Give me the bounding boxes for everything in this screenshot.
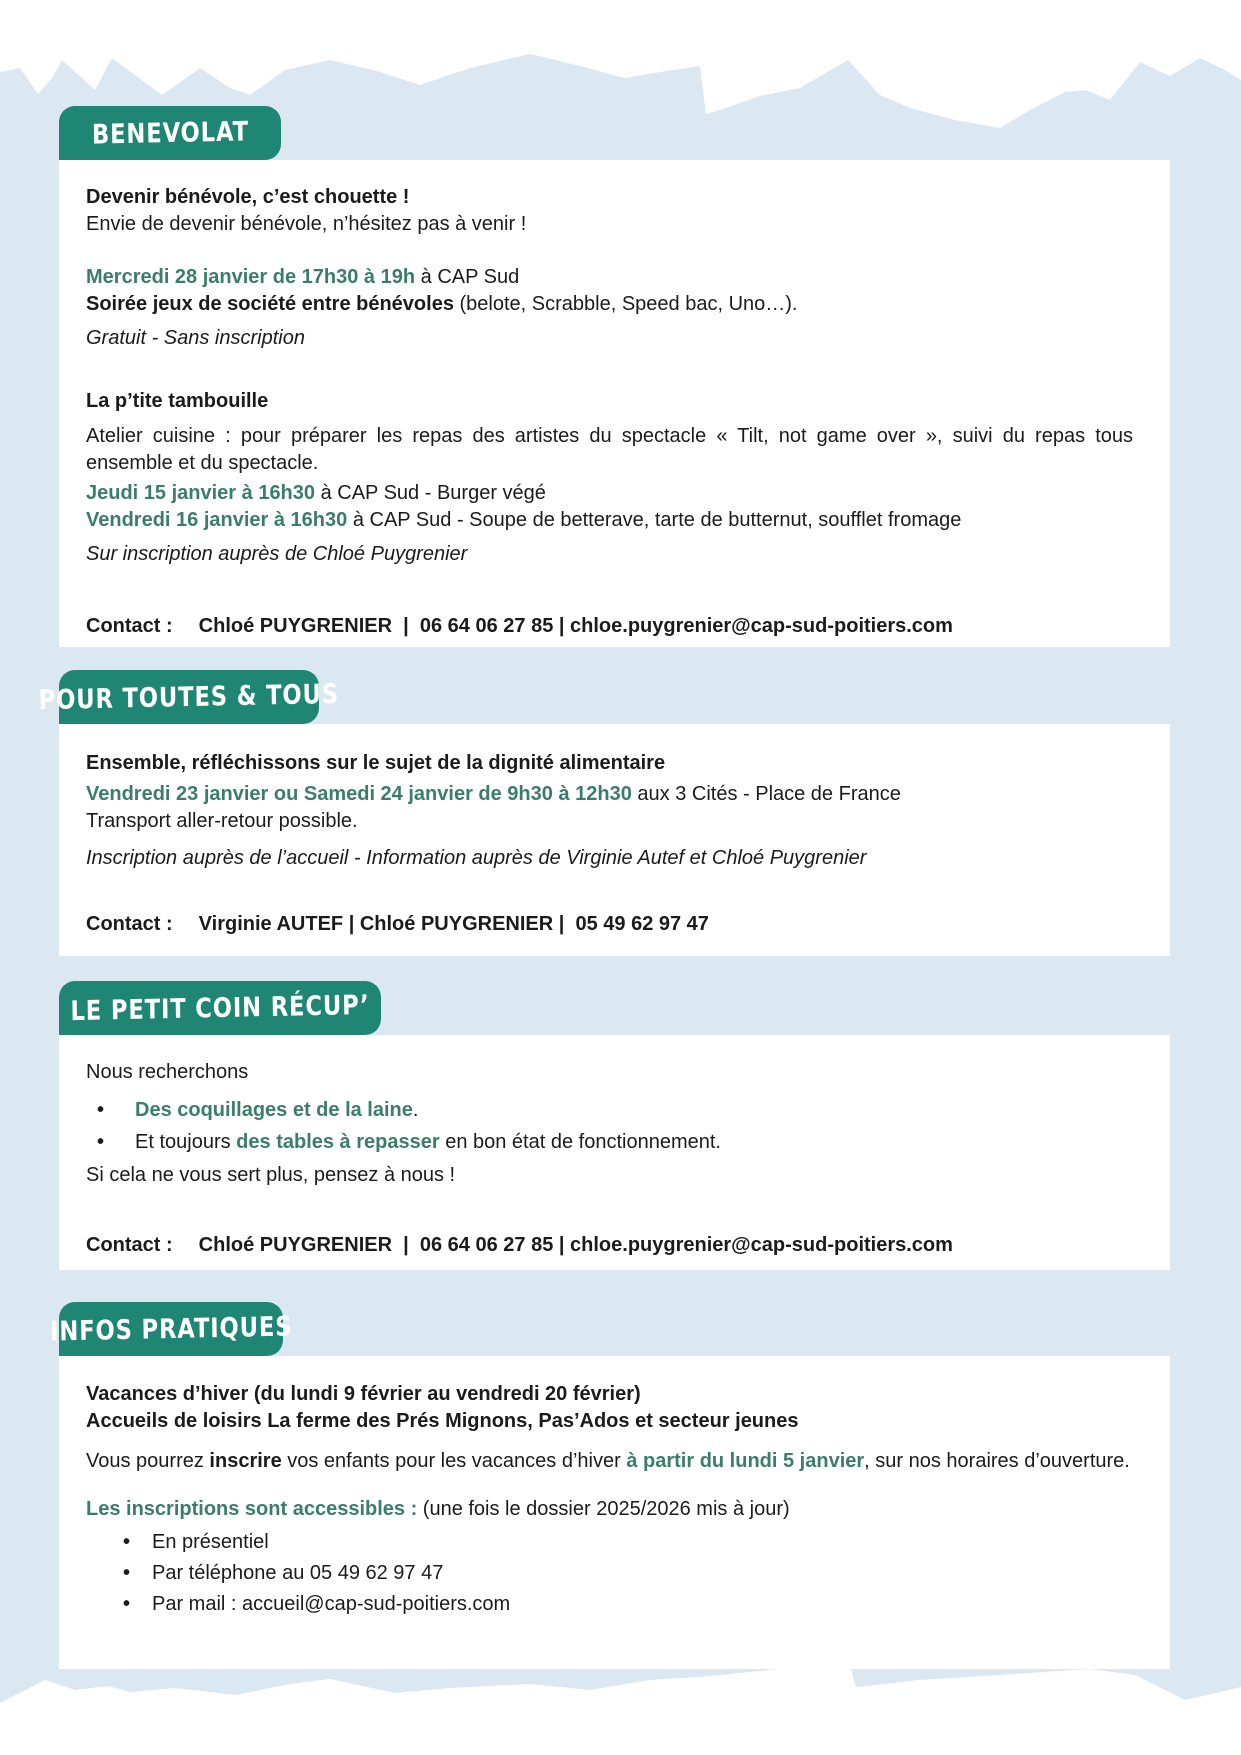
section-card-petit-coin-recup xyxy=(59,1035,1170,1270)
contact-label: Contact : xyxy=(86,1234,173,1256)
section-tab-label: INFOS PRATIQUES xyxy=(49,1310,293,1348)
event-title: Soirée jeux de société entre bénévoles xyxy=(86,293,454,315)
intro-line: Nous recherchons xyxy=(86,1061,249,1083)
section-card-infos-pratiques xyxy=(59,1356,1170,1669)
event-line xyxy=(86,264,1133,291)
section-tab-infos-pratiques xyxy=(49,1302,293,1356)
intro-line: Envie de devenir bénévole, n’hésitez pas à venir ! xyxy=(86,213,527,235)
contact-value: Chloé PUYGRENIER | 06 64 06 27 85 | chloe.puygrenier@cap-sud-poitiers.com xyxy=(198,1234,953,1256)
sub-heading: La p’tite tambouille xyxy=(86,390,269,412)
event-place: à CAP Sud xyxy=(415,266,520,288)
section-tab-benevolat xyxy=(59,106,281,160)
event-detail: à CAP Sud - Burger végé xyxy=(315,482,546,504)
section-tab-label: POUR TOUTES & TOUS xyxy=(38,678,340,716)
registration-note: Sur inscription auprès de Chloé Puygrenier xyxy=(86,543,468,565)
page-content xyxy=(38,106,1170,1669)
wanted-item: Des coquillages et de la laine xyxy=(135,1099,413,1121)
event-detail: (belote, Scrabble, Speed bac, Uno…). xyxy=(453,293,798,315)
event-line xyxy=(86,291,1133,318)
registration-note: Inscription auprès de l’accueil - Information auprès de Virginie Autef et Chloé Puygrenier xyxy=(86,847,867,869)
para-start: Vous pourrez xyxy=(86,1450,210,1472)
outro-line: Si cela ne vous sert plus, pensez à nous ! xyxy=(86,1164,456,1186)
event-date: Jeudi 15 janvier à 16h30 xyxy=(86,482,316,504)
section-petit-coin-recup xyxy=(59,981,1170,1270)
event-date: Mercredi 28 janvier de 17h30 à 19h xyxy=(86,266,416,288)
para-end: , sur nos horaires d’ouverture. xyxy=(864,1450,1130,1472)
heading: Accueils de loisirs La ferme des Prés Mignons, Pas’Ados et secteur jeunes xyxy=(86,1410,799,1432)
item-end: en bon état de fonctionnement. xyxy=(439,1131,721,1153)
heading: Devenir bénévole, c’est chouette ! xyxy=(86,186,410,208)
item-start: Et toujours xyxy=(135,1131,237,1153)
event-line xyxy=(86,507,1133,534)
event-date: Vendredi 23 janvier ou Samedi 24 janvier de 9h30 à 12h30 xyxy=(86,783,632,805)
event-place: aux 3 Cités - Place de France xyxy=(631,783,901,805)
list-item xyxy=(86,1129,1133,1156)
list-item: • En présentiel xyxy=(86,1527,1133,1558)
transport-line: Transport aller-retour possible. xyxy=(86,810,358,832)
contact-label: Contact : xyxy=(86,913,173,935)
contact-value: Chloé PUYGRENIER | 06 64 06 27 85 | chloe.puygrenier@cap-sud-poitiers.com xyxy=(198,615,953,637)
section-tab-label: BENEVOLAT xyxy=(91,115,249,151)
list-item: • Par téléphone au 05 49 62 97 47 xyxy=(86,1558,1133,1589)
access-label: Les inscriptions sont accessibles : xyxy=(86,1498,418,1520)
event-note: Gratuit - Sans inscription xyxy=(86,327,305,349)
contact-line xyxy=(86,613,1133,640)
event-date: Vendredi 16 janvier à 16h30 xyxy=(86,509,348,531)
heading: Ensemble, réfléchissons sur le sujet de la dignité alimentaire xyxy=(86,752,666,774)
contact-label: Contact : xyxy=(86,615,173,637)
section-pour-toutes-et-tous xyxy=(38,670,1170,956)
section-card-benevolat xyxy=(59,160,1170,647)
item-end: . xyxy=(412,1099,419,1121)
section-card-pour-toutes-et-tous xyxy=(59,724,1170,956)
list-item: • Par mail : accueil@cap-sud-poitiers.com xyxy=(86,1589,1133,1620)
para-highlight: à partir du lundi 5 janvier xyxy=(626,1450,865,1472)
registration-paragraph xyxy=(86,1448,1133,1475)
contact-line xyxy=(86,1232,1133,1259)
access-line xyxy=(86,1496,1133,1523)
event-line xyxy=(86,781,1133,808)
section-tab-label: LE PETIT COIN RÉCUP’ xyxy=(70,989,370,1027)
para-bold: inscrire xyxy=(209,1450,282,1472)
contact-value: Virginie AUTEF | Chloé PUYGRENIER | 05 49 62 97 47 xyxy=(198,913,709,935)
section-benevolat xyxy=(59,106,1170,647)
list-item xyxy=(86,1097,1133,1124)
event-line xyxy=(86,480,1133,507)
contact-line xyxy=(86,911,1133,938)
heading: Vacances d’hiver (du lundi 9 février au vendredi 20 février) xyxy=(86,1383,641,1405)
wanted-item: des tables à repasser xyxy=(236,1131,440,1153)
access-note: (une fois le dossier 2025/2026 mis à jour) xyxy=(417,1498,790,1520)
workshop-description: Atelier cuisine : pour préparer les repas des artistes du spectacle « Tilt, not game over », suivi du repas tous ensemble et du spectacle. xyxy=(86,425,1133,474)
event-detail: à CAP Sud - Soupe de betterave, tarte de butternut, soufflet fromage xyxy=(347,509,962,531)
section-tab-pour-toutes-et-tous xyxy=(38,670,340,724)
section-tab-petit-coin-recup xyxy=(59,981,381,1035)
section-infos-pratiques xyxy=(49,1302,1170,1669)
torn-paper-edge-bottom xyxy=(0,1655,1241,1755)
para-mid: vos enfants pour les vacances d’hiver xyxy=(281,1450,627,1472)
